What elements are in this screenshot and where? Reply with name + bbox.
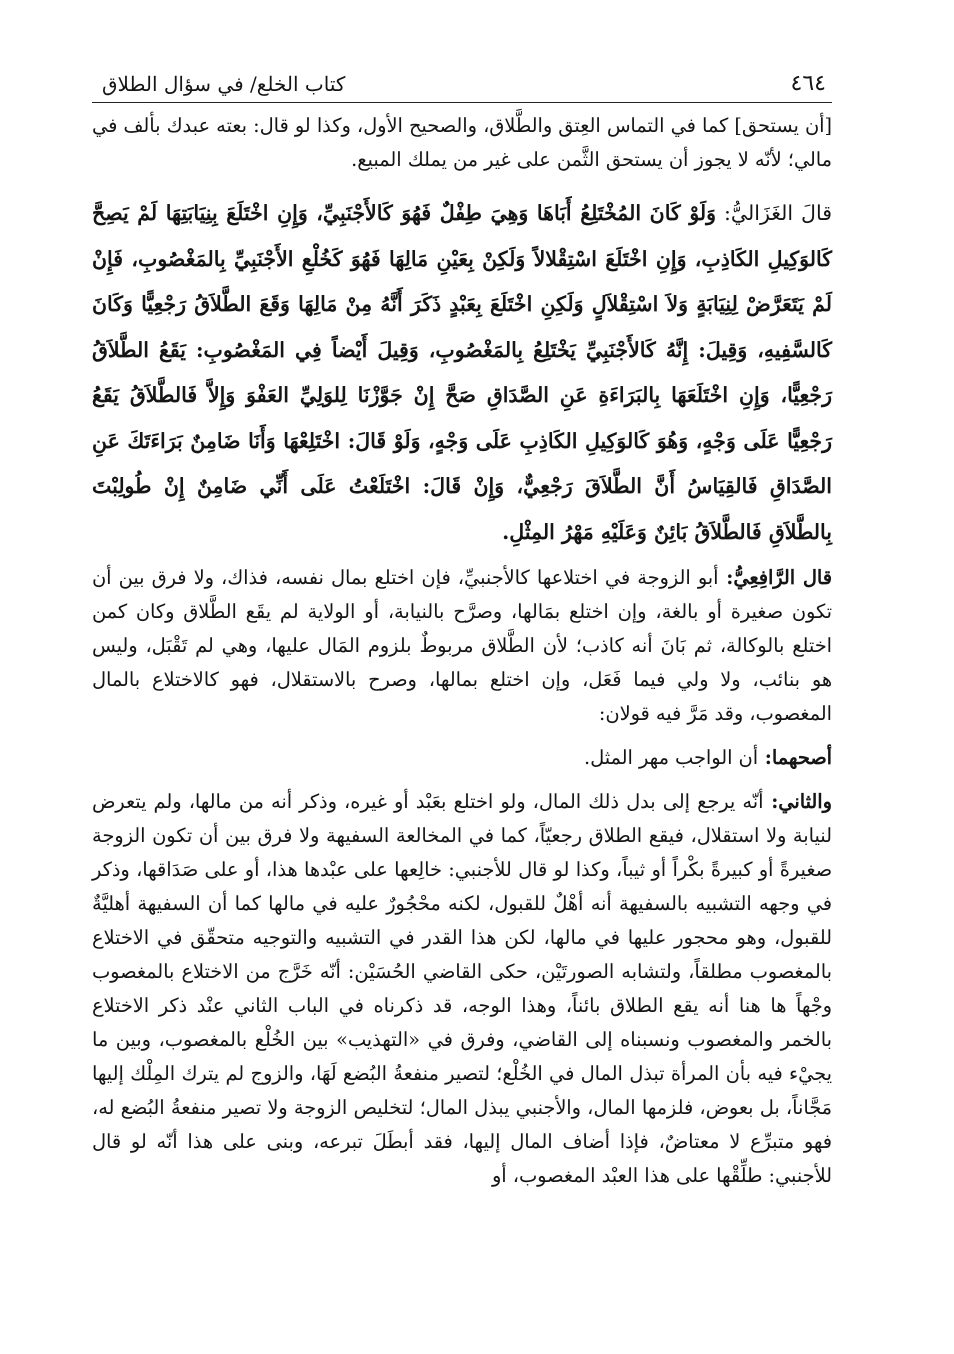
paragraph-text: أبو الزوجة في اختلاعها كالأجنبيِّ، فإن اختلع بمال نفسه، فذاك، ولا فرق بين أن تكون صغيرة أو بالغة، وإن اختلع بمَالها، وصرَّح بالنيابة، أو الولاية لم يقَع الطَّلاق وكان كمن اختلع بالوكالة، ثم بَانَ أنه كاذب؛ لأن الطَّلاق مربوطٌ بلزوم المَال عليها، وهي لم تَقْبَل، وليس هو بنائب، ولا ولي فيما فَعَل، وإن اختلع بمالها، وصرح بالاستقلال، فهو كالاختلاع بالمال المغصوب، وقد مَرَّ فيه قولان: xyxy=(92,566,832,725)
paragraph-text: [أن يستحق] كما في التماس العِتق والطَّلاق، والصحيح الأول، وكذا لو قال: بعته عبدك بألف في مالي؛ لأنّه لا يجوز أن يستحق الثَّمن على غير من يملك المبيع. xyxy=(92,114,832,171)
page-header xyxy=(92,50,832,103)
paragraph-text: أنّه يرجع إلى بدل ذلك المال، ولو اختلع بعَبْد أو غيره، وذكر أنه من مالها، ولم يتعرض لنيابة ولا استقلال، فيقع الطلاق رجعيّاً، كما في المخالعة السفيهة ولا فرق بين أن تكون الزوجة صغيرةً أو كبيرةً بكْراً أو ثيباً، وكذا لو قال للأجنبي: خالِعها على عبْدها هذا، أو على صَدَاقها، وذكر في وجهه التشبيه بالسفيهة أنه أهْلٌ للقبول، لكنه محْجُورٌ عليه في مالها كما أن السفيهة أهليَّةٌ للقبول، وهو محجور عليها في مالها، لكن هذا القدر في التشبيه والتوجيه متحقّق في الاختلاع بالمغصوب مطلقاً، ولتشابه الصورتَيْن، حكى القاضي الحُسَيْن: أنّه خَرَّج من الاختلاع بالمغصوب وجْهاً ها هنا أنه يقع الطلاق بائناً، وهذا الوجه، قد ذكرناه في الباب الثاني عنْد ذكر الاختلاع بالخمر والمغصوب ونسبناه إلى القاضي، وفرق في «التهذيب» بين الخُلْع بالمغصوب، وبين ما يجيْء فيه بأن المرأة تبذل المال في الخُلْع؛ لتصير منفعةُ البُضع لَهَا، والزوج لم يترك المِلْك إليها مَجَّاناً، بل بعوض، فلزمها المال، والأجنبي يبذل المال؛ لتخليص الزوجة ولا تصير منفعةُ البُضع له، فهو متبرِّع لا معتاضٌ، فإذا أضاف المال إليها، فقد أبطَلَ تبرعه، وبنى على هذا أنّه لو قال للأجنبي: طلِّقْها على هذا العبْد المغصوب، أو xyxy=(92,790,832,1187)
paragraph-second-opinion xyxy=(92,785,832,1193)
paragraph-first-opinion xyxy=(92,741,832,775)
paragraph-ghazali-matn xyxy=(92,191,832,555)
opinion-label: والثاني: xyxy=(763,790,832,813)
paragraph-rafii-commentary xyxy=(92,561,832,731)
page-number: ٤٦٤ xyxy=(790,71,826,96)
speaker-label: قال الرَّافِعِيُّ: xyxy=(718,566,832,589)
speaker-label: قالَ الغَزَاليُّ: xyxy=(716,201,832,225)
running-title: كتاب الخلع/ في سؤال الطلاق xyxy=(102,72,346,96)
paragraph-text: وَلَوْ كَانَ المُخْتَلِعُ أَبَاهَا وَهِيَ طِفْلٌ فَهُوَ كَالأَجْنَبِيِّ، وَإِنِ اخْتَلَعَ بِنِيَابَتِهَا لَمْ يَصِحَّ كَالوَكِيلِ الكَاذِبِ، وَإِنِ اخْتَلَعَ اسْتِقْلالاً وَلَكِنْ بِعَيْنِ مَالِهَا فَهُوَ كَخُلْعِ الأَجْنَبِيِّ بِالمَغْصُوبِ، فَإِنْ لَمْ يَتَعَرَّضْ لِنِيَابَةٍ وَلاَ اسْتِقْلاَلٍ وَلَكِنِ اخْتَلَعَ بِعَبْدٍ ذَكَرَ أَنَّهُ مِنْ مَالِهَا وَقَعَ الطَّلاَقُ رَجْعِيًّا وَكَانَ كَالسَّفِيهِ، وَقِيلَ: إِنَّهُ كَالأَجْنَبِيِّ يَخْتَلِعُ بِالمَغْصُوبِ، وَقِيلَ أَيْضاً فِي المَغْصُوبِ: يَقَعُ الطَّلاَقُ رَجْعِيًّا، وَإِنِ اخْتَلَعَهَا بِالبَرَاءَةِ عَنِ الصَّدَاقِ صَحَّ إِنْ جَوَّزْنَا لِلوَلِيِّ العَفْوَ وَإِلاَّ فَالطَّلاَقُ يَقَعُ رَجْعِيًّا عَلَى وَجْهٍ، وَهُوَ كَالوَكِيلِ الكَاذِبِ عَلَى وَجْهٍ، وَلَوْ قَالَ: اخْتَلِعْهَا وَأَنَا ضَامِنٌ بَرَاءَتَكَ عَنِ الصَّدَاقِ فَالقِيَاسُ أَنَّ الطَّلاَقَ رَجْعِيٌّ، وَإِنْ قَالَ: اخْتَلَعْتُ عَلَى أَنِّي ضَامِنٌ إِنْ طُولِبْتَ بِالطَّلاَقِ فَالطَّلاَقُ بَائِنٌ وَعَلَيْهِ مَهْرُ المِثْلِ. xyxy=(92,201,832,544)
opinion-label: أصحهما: xyxy=(758,746,832,769)
paragraph-text: أن الواجب مهر المثل. xyxy=(583,746,759,769)
paragraph-continuation xyxy=(92,109,832,177)
